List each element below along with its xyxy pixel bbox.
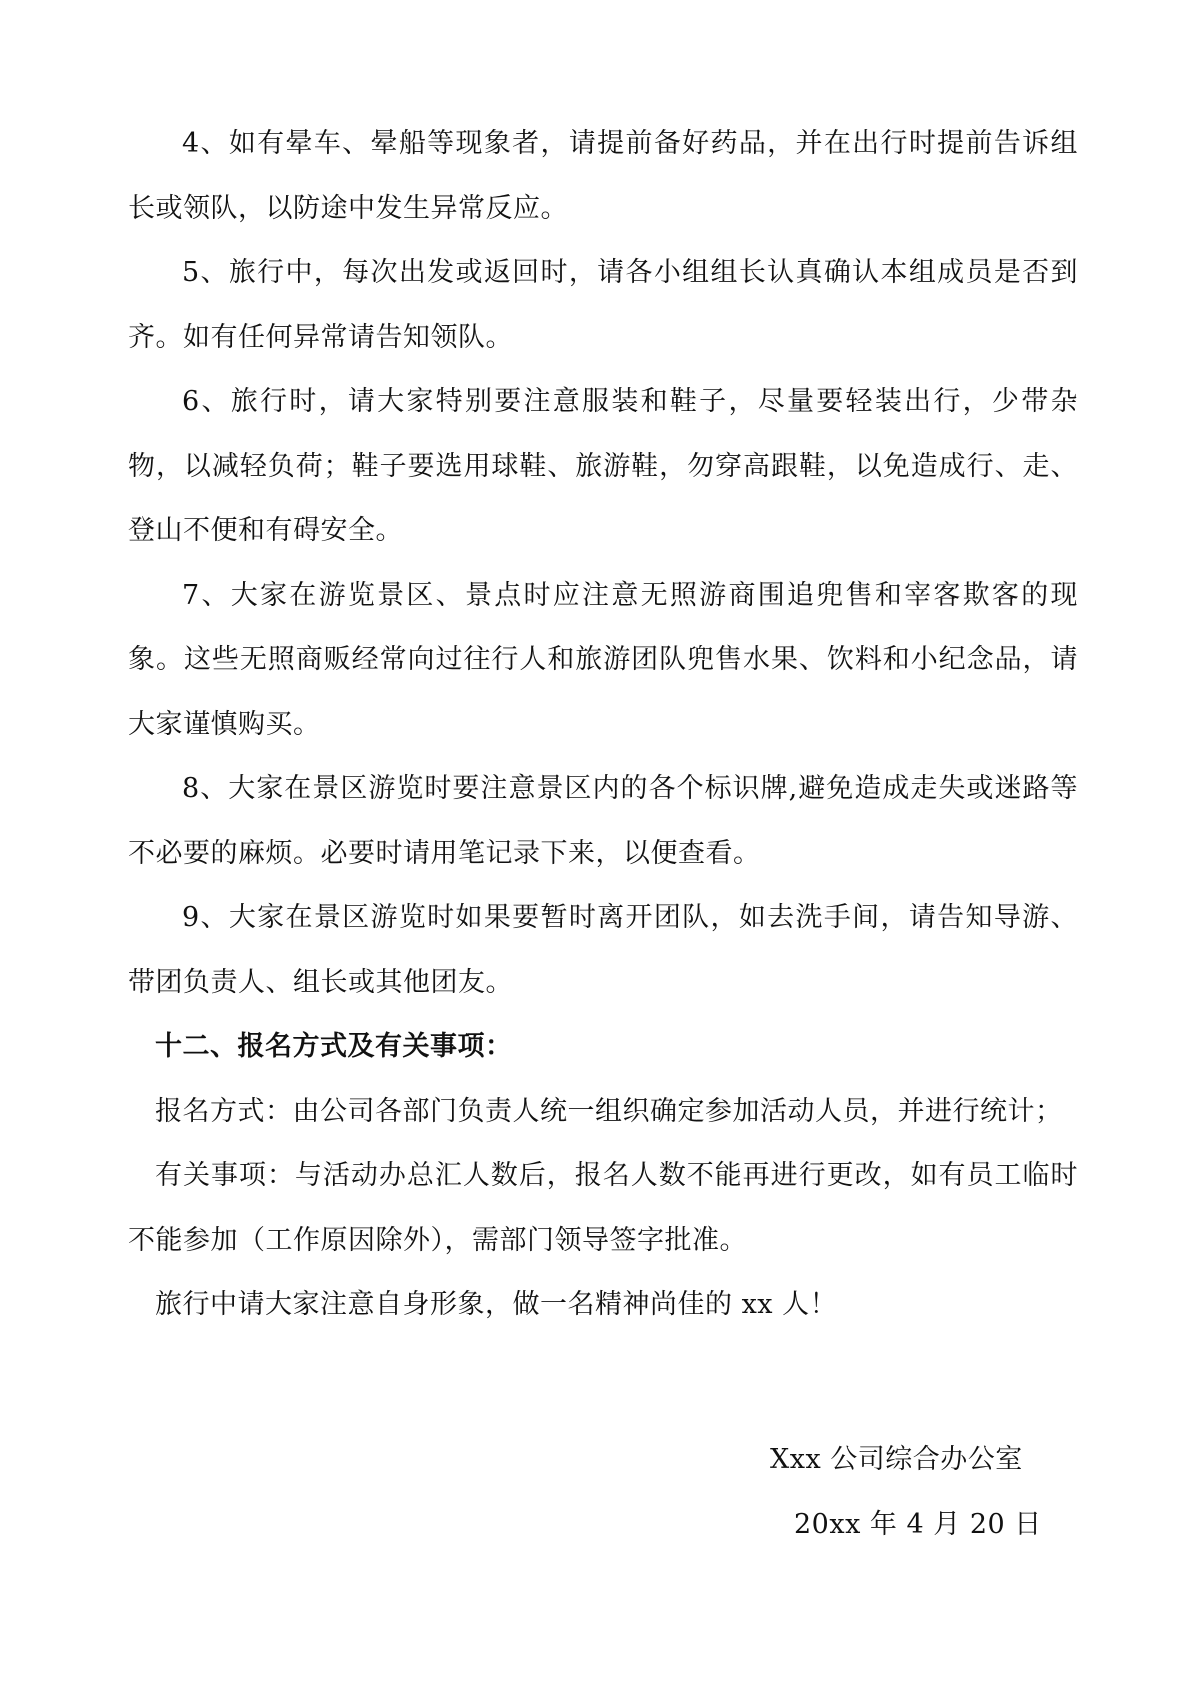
- item-5: 5、旅行中，每次出发或返回时，请各小组组长认真确认本组成员是否到齐。如有任何异常请告知领队。: [128, 257, 1078, 353]
- item-8: 8、大家在景区游览时要注意景区内的各个标识牌,避免造成走失或迷路等不必要的麻烦。必要时请用笔记录下来，以便查看。: [128, 773, 1078, 869]
- signature-date: 20xx 年 4 月 20 日: [794, 1508, 1042, 1540]
- document-body: [128, 112, 1078, 1338]
- signature-organization: Xxx 公司综合办公室: [770, 1444, 1023, 1475]
- item-7: 7、大家在游览景区、景点时应注意无照游商围追兜售和宰客欺客的现象。这些无照商贩经常向过往行人和旅游团队兜售水果、饮料和小纪念品，请大家谨慎购买。: [128, 579, 1078, 740]
- signature-block: [770, 1428, 1090, 1557]
- item-9: 9、大家在景区游览时如果要暂时离开团队，如去洗手间，请告知导游、带团负责人、组长或其他团友。: [128, 902, 1078, 998]
- item-4: 4、如有晕车、晕船等现象者，请提前备好药品，并在出行时提前告诉组长或领队，以防途中发生异常反应。: [128, 128, 1078, 224]
- registration-method: 报名方式：由公司各部门负责人统一组织确定参加活动人员，并进行统计；: [155, 1095, 1063, 1127]
- related-notes: 有关事项：与活动办总汇人数后，报名人数不能再进行更改，如有员工临时不能参加（工作原因除外），需部门领导签字批准。: [128, 1160, 1078, 1256]
- section-heading: 十二、报名方式及有关事项：: [155, 1031, 513, 1062]
- item-6: 6、旅行时，请大家特别要注意服装和鞋子，尽量要轻装出行，少带杂物，以减轻负荷；鞋子要选用球鞋、旅游鞋，勿穿高跟鞋，以免造成行、走、登山不便和有碍安全。: [128, 386, 1078, 546]
- closing-remark: 旅行中请大家注意自身形象，做一名精神尚佳的 xx 人！: [155, 1289, 838, 1320]
